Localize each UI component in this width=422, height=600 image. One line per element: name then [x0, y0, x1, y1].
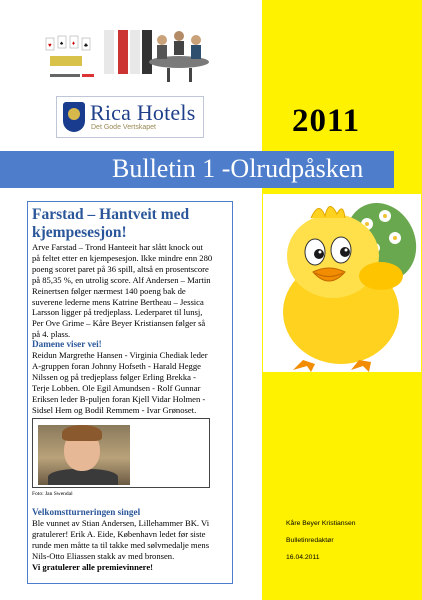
text-line: Arve Farstad – Trond Hanteeit har slått knock out [32, 242, 203, 252]
svg-text:♣: ♣ [84, 43, 88, 49]
subheading-welcome: Velkomstturneringen singel [32, 507, 141, 517]
svg-text:♦: ♦ [72, 41, 76, 47]
bridge-club-logo [44, 28, 214, 90]
paragraph-3 [32, 518, 209, 573]
text-line: på 4. plass. [32, 329, 71, 340]
text-line: Nils-Otto Eliassen stakk av med bronsen. [32, 550, 175, 561]
portrait-photo [38, 425, 130, 485]
text-line: suverene lederne mens Katrine Bertheau – Jessica [32, 296, 204, 307]
text-line: Larsson ligger på tredjeplass. Lederparet til lunsj, [32, 307, 203, 318]
text-line: runde men måtte ta til takke med sølvmedalje mens [32, 539, 210, 550]
article-headline: Farstad – Hantveit med kjempesesjon! [32, 206, 190, 241]
text-line: poeng scoret paret på 36 spill, altså en prosentscore [32, 263, 209, 274]
year-heading: 2011 [292, 103, 361, 139]
text-line: Nilssen og på tredjeplass følger Erling Brekka - [32, 371, 196, 382]
text-line: Per Ove Grime – Kåre Beyer Kristiansen følger så [32, 318, 206, 329]
closing-line: Vi gratulerer alle premievinnere! [32, 561, 153, 572]
text-line: Eriksen leder B-puljen foran Kjell Vidar Holmen - [32, 393, 206, 404]
text-line: Ble vunnet av Stian Andersen, Lillehammer BK. Vi [32, 518, 210, 528]
photo-caption: Foto: Jan Swendal [32, 491, 73, 497]
editor-role: Bulletinredaktør [286, 537, 334, 544]
svg-text:♥: ♥ [48, 43, 52, 49]
text-line: på feltet etter en kjempesesjon. Ikke mindre enn 280 [32, 252, 213, 263]
text-line: på 85,35 %, en utrolig score. Alf Andersen – Martin [32, 274, 211, 285]
text-line: gratulerer! Erik A. Eide, København ledet før siste [32, 528, 206, 539]
text-line: Terje Lobben. Ole Egil Amundsen - Rolf Gunnar [32, 382, 201, 393]
subheading-women: Damene viser vei! [32, 339, 102, 349]
sponsor-name: Rica Hotels [90, 100, 196, 125]
rica-crest-icon [63, 102, 85, 132]
editor-name: Kåre Beyer Kristiansen [286, 520, 356, 527]
bulletin-date: 16.04.2011 [286, 554, 320, 561]
svg-text:♠: ♠ [60, 41, 64, 47]
bulletin-title: Bulletin 1 -Olrudpåsken [112, 154, 364, 183]
paragraph-1 [32, 242, 212, 340]
sponsor-logo [56, 96, 204, 138]
paragraph-2 [32, 350, 208, 415]
text-line: Reidun Margrethe Hansen - Virginia Chediak leder [32, 350, 208, 360]
text-line: Sidsel Hem og Bodil Remmem - Ivar Grønoset. [32, 404, 197, 415]
text-line: A-gruppen foran Johnny Hofseth - Harald Hegge [32, 360, 201, 371]
text-line: Reinertsen følger nærmest 140 poeng bak de [32, 285, 186, 296]
easter-chick-illustration [263, 194, 421, 372]
sponsor-tagline: Det Gode Vertskapet [91, 124, 156, 131]
